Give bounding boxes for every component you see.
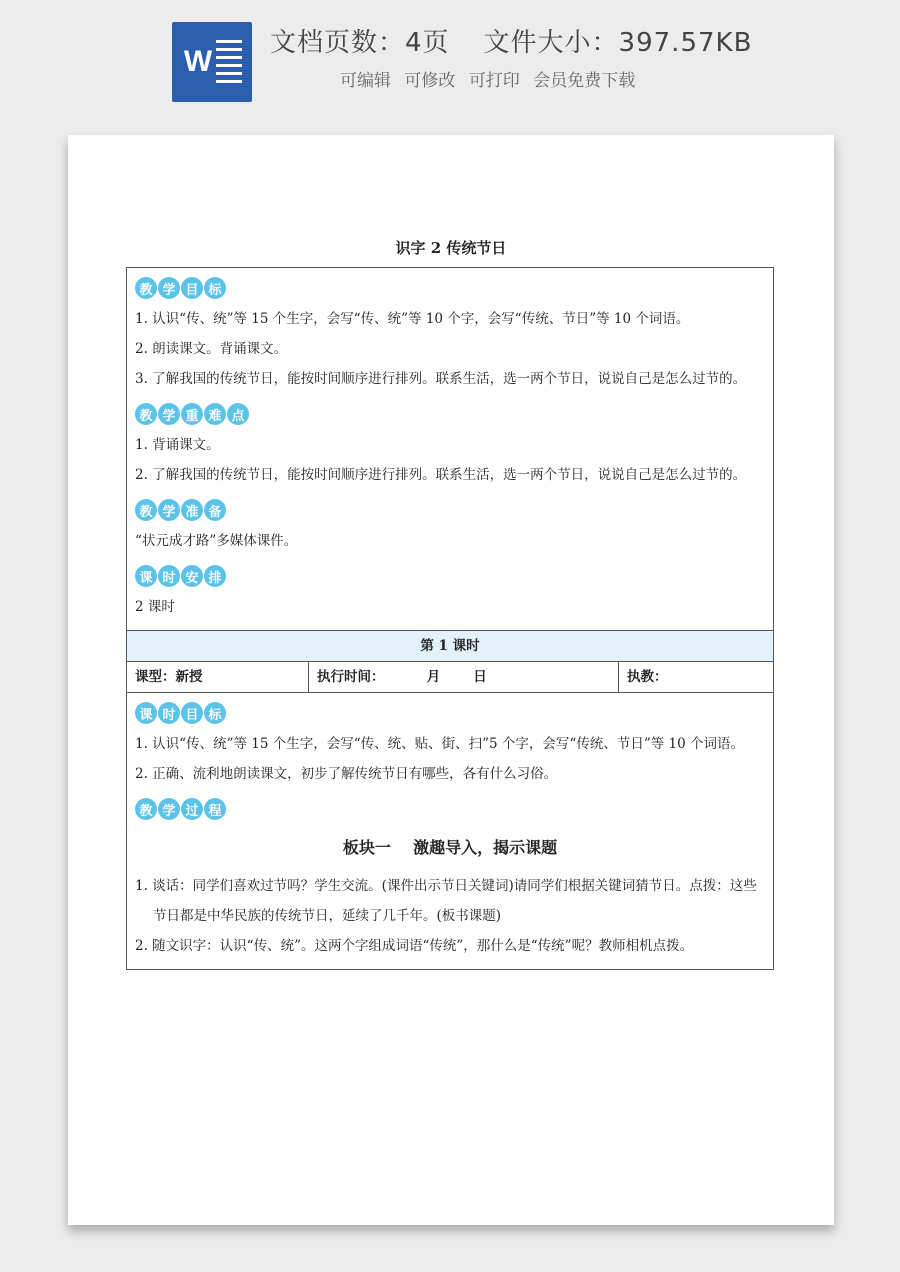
lesson-type: 课型：新授 <box>127 662 309 692</box>
heading-badge: 目 <box>181 277 203 299</box>
list-item: 3. 了解我国的传统节日，能按时间顺序进行排列。联系生活，选一两个节日，说说自己是怎么过节的。 <box>135 371 747 387</box>
heading-badge: 学 <box>158 403 180 425</box>
lesson-teacher: 执教： <box>627 669 668 685</box>
list-item: 1. 谈话：同学们喜欢过节吗？学生交流。(课件出示节日关键词)请同学们根据关键词猜节日。点拨：这些节日都是中华民族的传统节日，延续了几千年。(板书课题) <box>135 878 757 924</box>
heading-badge: 学 <box>158 277 180 299</box>
lesson-table <box>126 267 774 970</box>
heading-badge: 教 <box>135 403 157 425</box>
lesson-info-row <box>127 662 773 693</box>
heading-badge: 过 <box>181 798 203 820</box>
heading-badge: 学 <box>158 499 180 521</box>
heading-badge: 备 <box>204 499 226 521</box>
feature-editable: 可编辑 <box>340 71 391 91</box>
heading-badge: 教 <box>135 277 157 299</box>
feature-modifiable: 可修改 <box>404 71 456 91</box>
feature-printable: 可打印 <box>468 71 520 91</box>
preparation-text: “状元成才路”多媒体课件。 <box>135 533 298 549</box>
period-title: 第 1 课时 <box>127 630 773 662</box>
heading-badge: 标 <box>204 277 226 299</box>
heading-badge: 标 <box>204 702 226 724</box>
overview-cell <box>127 268 773 630</box>
heading-badge: 教 <box>135 798 157 820</box>
section-heading-schedule <box>135 556 765 592</box>
section-heading-key-points <box>135 394 765 430</box>
heading-badge: 时 <box>158 565 180 587</box>
feature-list <box>340 66 635 91</box>
document-page <box>68 135 834 1225</box>
period-cell <box>127 693 773 969</box>
section-heading-process <box>135 789 765 825</box>
list-item: 2. 随文识字：认识“传、统”。这两个字组成词语“传统”，那什么是“传统”呢？教师相机点拨。 <box>135 938 694 954</box>
section-heading-preparation <box>135 490 765 526</box>
list-item: 2. 正确、流利地朗读课文，初步了解传统节日有哪些，各有什么习俗。 <box>135 766 558 782</box>
heading-badge: 排 <box>204 565 226 587</box>
heading-badge: 学 <box>158 798 180 820</box>
page-title: 识字 2 传统节日 <box>395 239 507 257</box>
download-header <box>0 0 900 130</box>
page-count: 文档页数：4页 <box>270 28 450 58</box>
lesson-time: 执行时间： 月 日 <box>309 662 619 692</box>
heading-badge: 教 <box>135 499 157 521</box>
heading-badge: 时 <box>158 702 180 724</box>
section-heading-teaching-goals <box>135 268 765 304</box>
list-item: 1. 认识“传、统”等 15 个生字，会写“传、统、贴、街、扫”5 个字，会写“传统、节日”等 10 个词语。 <box>135 736 744 752</box>
section-heading-period-goals <box>135 693 765 729</box>
file-info <box>270 22 752 59</box>
heading-badge: 重 <box>181 403 203 425</box>
list-item: 1. 认识“传、统”等 15 个生字，会写“传、统”等 10 个字，会写“传统、节日”等 10 个词语。 <box>135 311 690 327</box>
list-item: 2. 了解我国的传统节日，能按时间顺序进行排列。联系生活，选一两个节日，说说自己是怎么过节的。 <box>135 467 747 483</box>
heading-badge: 点 <box>227 403 249 425</box>
heading-badge: 准 <box>181 499 203 521</box>
heading-badge: 难 <box>204 403 226 425</box>
word-document-icon: W <box>172 22 252 102</box>
heading-badge: 课 <box>135 702 157 724</box>
heading-badge: 安 <box>181 565 203 587</box>
block-title: 板块一 激趣导入，揭示课题 <box>342 838 558 857</box>
schedule-text: 2 课时 <box>135 599 175 615</box>
feature-free-download: 会员免费下载 <box>533 71 636 91</box>
file-size: 文件大小：397.57KB <box>483 28 753 58</box>
heading-badge: 目 <box>181 702 203 724</box>
list-item: 2. 朗读课文。背诵课文。 <box>135 341 288 357</box>
list-item: 1. 背诵课文。 <box>135 437 220 453</box>
heading-badge: 课 <box>135 565 157 587</box>
heading-badge: 程 <box>204 798 226 820</box>
